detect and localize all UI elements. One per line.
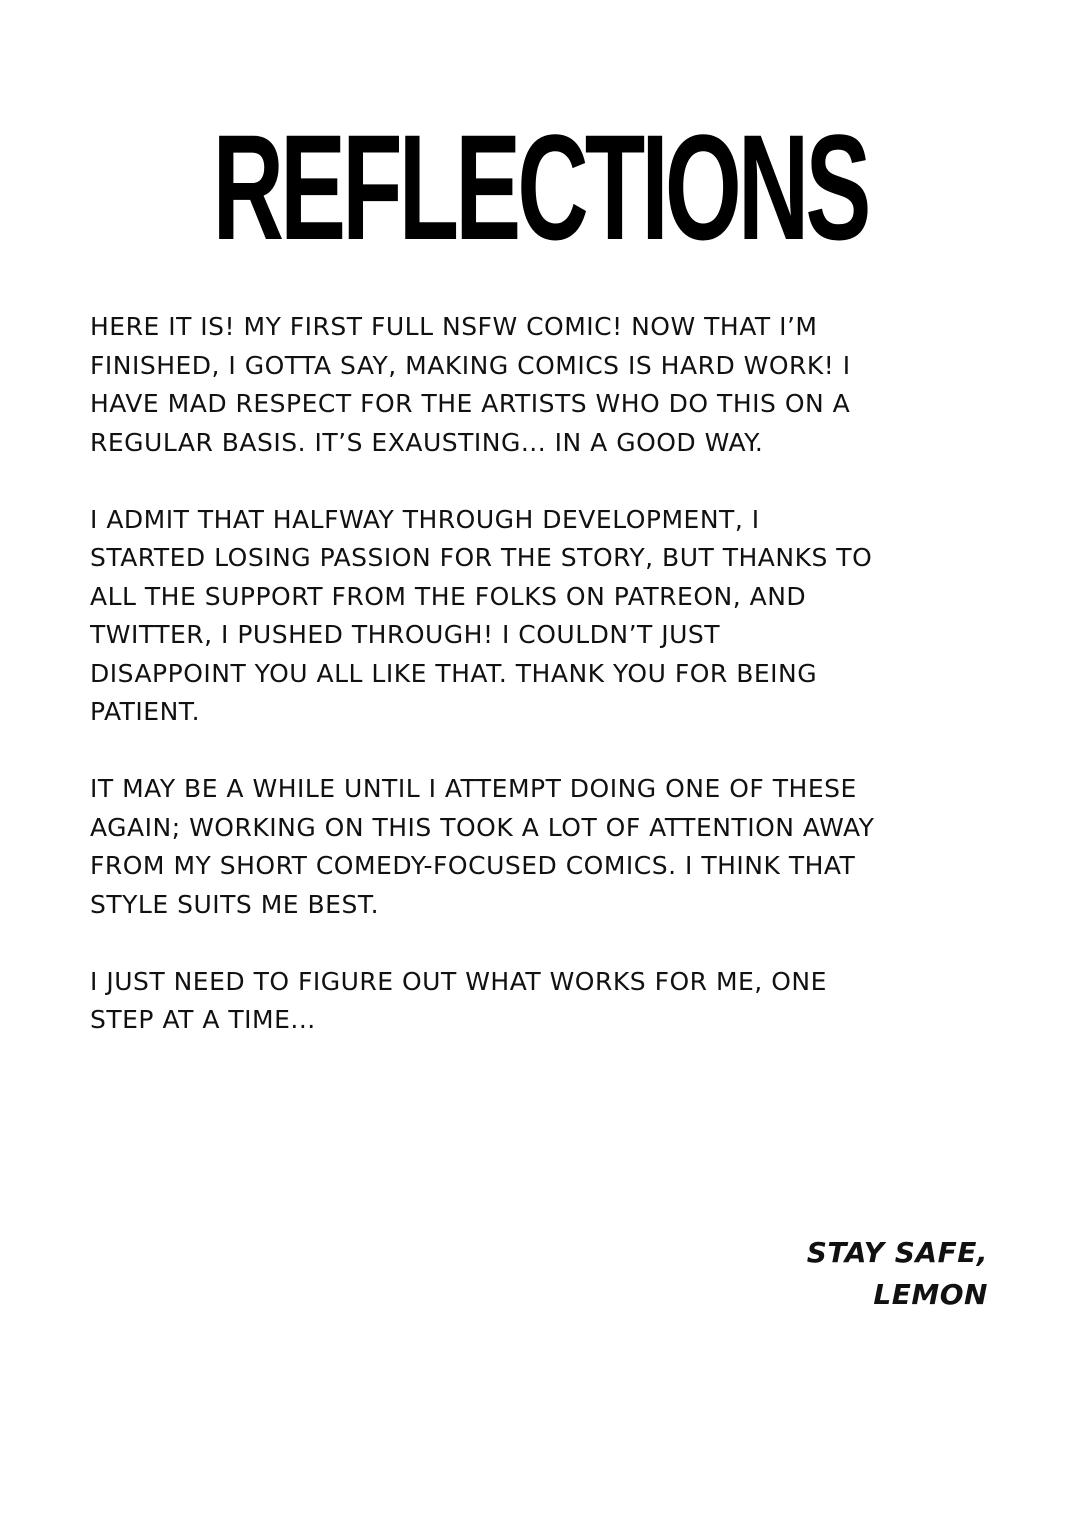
paragraph-3: IT MAY BE A WHILE UNTIL I ATTEMPT DOING ONE OF THESE AGAIN; WORKING ON THIS TOOK A LOT OF ATTENTION AWAY FROM MY SHORT COMEDY-FOCUSED COMICS. I THINK THAT STYLE SUITS ME BEST.	[90, 774, 875, 919]
page-title: REFLECTIONS	[212, 103, 868, 271]
signoff-author: LEMON	[873, 1278, 988, 1311]
letter-body	[90, 308, 990, 1078]
signoff-greeting: STAY SAFE,	[806, 1236, 988, 1269]
paragraph-2: I ADMIT THAT HALFWAY THROUGH DEVELOPMENT, I STARTED LOSING PASSION FOR THE STORY, BUT THANKS TO ALL THE SUPPORT FROM THE FOLKS ON PATREON, AND TWITTER, I PUSHED THROUGH! I COULDN’T JUST DISAPPOINT YOU ALL LIKE THAT. THANK YOU FOR BEING PATIENT.	[90, 504, 873, 726]
signoff	[807, 1232, 988, 1316]
paragraph-4: I JUST NEED TO FIGURE OUT WHAT WORKS FOR ME, ONE STEP AT A TIME...	[90, 966, 827, 1034]
paragraph-1: HERE IT IS! MY FIRST FULL NSFW COMIC! NOW THAT I’M FINISHED, I GOTTA SAY, MAKING COMICS IS HARD WORK! I HAVE MAD RESPECT FOR THE ARTISTS WHO DO THIS ON A REGULAR BASIS. IT’S EXAUSTING... IN A GOOD WAY.	[90, 312, 851, 457]
